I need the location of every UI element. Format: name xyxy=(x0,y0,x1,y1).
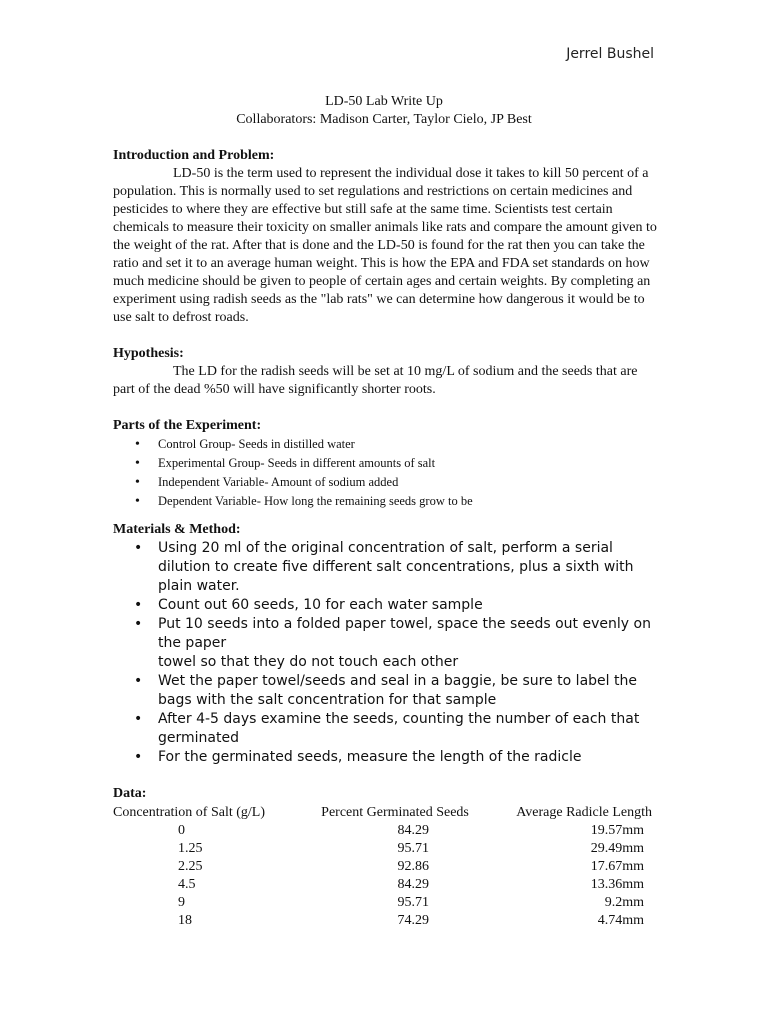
table-cell: 9.2mm xyxy=(604,895,644,910)
parts-list xyxy=(113,435,658,511)
table-cell: 17.67mm xyxy=(590,859,644,874)
list-item: • Using 20 ml of the original concentration of salt, perform a serial dilution to create five different salt concentrations, plus a sixth with plain water. xyxy=(113,539,658,596)
list-item-text: Put 10 seeds into a folded paper towel, space the seeds out evenly on the paper xyxy=(158,616,651,651)
table-cell: 29.49mm xyxy=(590,841,644,856)
list-item: • Count out 60 seeds, 10 for each water sample xyxy=(113,596,658,615)
table-cell: 84.29 xyxy=(397,877,430,892)
table-cell: 9 xyxy=(178,895,185,910)
table-row xyxy=(113,894,658,912)
table-cell: 4.5 xyxy=(178,877,196,892)
list-item-continuation: towel so that they do not touch each other xyxy=(158,654,459,670)
hypothesis-heading: Hypothesis: xyxy=(113,346,184,361)
table-cell: 74.29 xyxy=(397,913,430,928)
materials-heading: Materials & Method: xyxy=(113,522,241,537)
list-item: • Experimental Group- Seeds in different amounts of salt xyxy=(113,454,658,473)
intro-heading: Introduction and Problem: xyxy=(113,148,275,163)
list-item xyxy=(113,615,658,672)
table-cell: 2.25 xyxy=(178,859,203,874)
table-row xyxy=(113,840,658,858)
table-cell: 4.74mm xyxy=(597,913,644,928)
table-row xyxy=(113,822,658,840)
table-cell: 95.71 xyxy=(397,841,430,856)
data-heading: Data: xyxy=(113,786,147,801)
data-table xyxy=(113,804,658,930)
table-cell: 19.57mm xyxy=(590,823,644,838)
list-item: • Dependent Variable- How long the remaining seeds grow to be xyxy=(113,492,658,511)
column-header: Concentration of Salt (g/L) xyxy=(113,805,266,820)
table-cell: 84.29 xyxy=(397,823,430,838)
hypothesis-paragraph: The LD for the radish seeds will be set at 10 mg/L of sodium and the seeds that are part of the dead %50 will have significantly shorter roots. xyxy=(113,364,638,397)
document-title: LD-50 Lab Write Up xyxy=(325,94,443,109)
list-item: • Wet the paper towel/seeds and seal in a baggie, be sure to label the bags with the salt concentration for that sample xyxy=(113,672,658,710)
list-item: • After 4-5 days examine the seeds, counting the number of each that germinated xyxy=(113,710,658,748)
table-header-row xyxy=(113,804,658,822)
author-name: Jerrel Bushel xyxy=(566,46,654,62)
table-cell: 13.36mm xyxy=(590,877,644,892)
table-cell: 0 xyxy=(178,823,185,838)
table-row xyxy=(113,876,658,894)
table-cell: 1.25 xyxy=(178,841,203,856)
list-item: • For the germinated seeds, measure the length of the radicle xyxy=(113,748,658,767)
intro-paragraph: LD-50 is the term used to represent the individual dose it takes to kill 50 percent of a population. This is normally used to set regulations and restrictions on certain medicines and pesticides to where they are effective but still safe at the same time. Scientists test certain chemicals to measure their toxicity on smaller animals like rats and compare the amount given to the weight of the rat. After that is done and the LD-50 is found for the rat then you can take the ratio and set it to an average human weight. This is how the EPA and FDA set standards on how much medicine should be given to people of certain ages and certain weights. By completing an experiment using radish seeds as the "lab rats" we can determine how dangerous it would be to use salt to defrost roads. xyxy=(113,166,657,325)
title-block xyxy=(0,93,768,129)
table-row xyxy=(113,912,658,930)
materials-list xyxy=(113,539,658,767)
list-item: • Independent Variable- Amount of sodium added xyxy=(113,473,658,492)
list-item: • Control Group- Seeds in distilled water xyxy=(113,435,658,454)
table-row xyxy=(113,858,658,876)
column-header: Percent Germinated Seeds xyxy=(321,805,469,820)
parts-heading: Parts of the Experiment: xyxy=(113,418,262,433)
table-cell: 95.71 xyxy=(397,895,430,910)
collaborators-line: Collaborators: Madison Carter, Taylor Cielo, JP Best xyxy=(236,112,532,127)
document-body xyxy=(113,147,658,930)
table-cell: 92.86 xyxy=(397,859,430,874)
table-cell: 18 xyxy=(178,913,192,928)
column-header: Average Radicle Length xyxy=(516,805,652,820)
